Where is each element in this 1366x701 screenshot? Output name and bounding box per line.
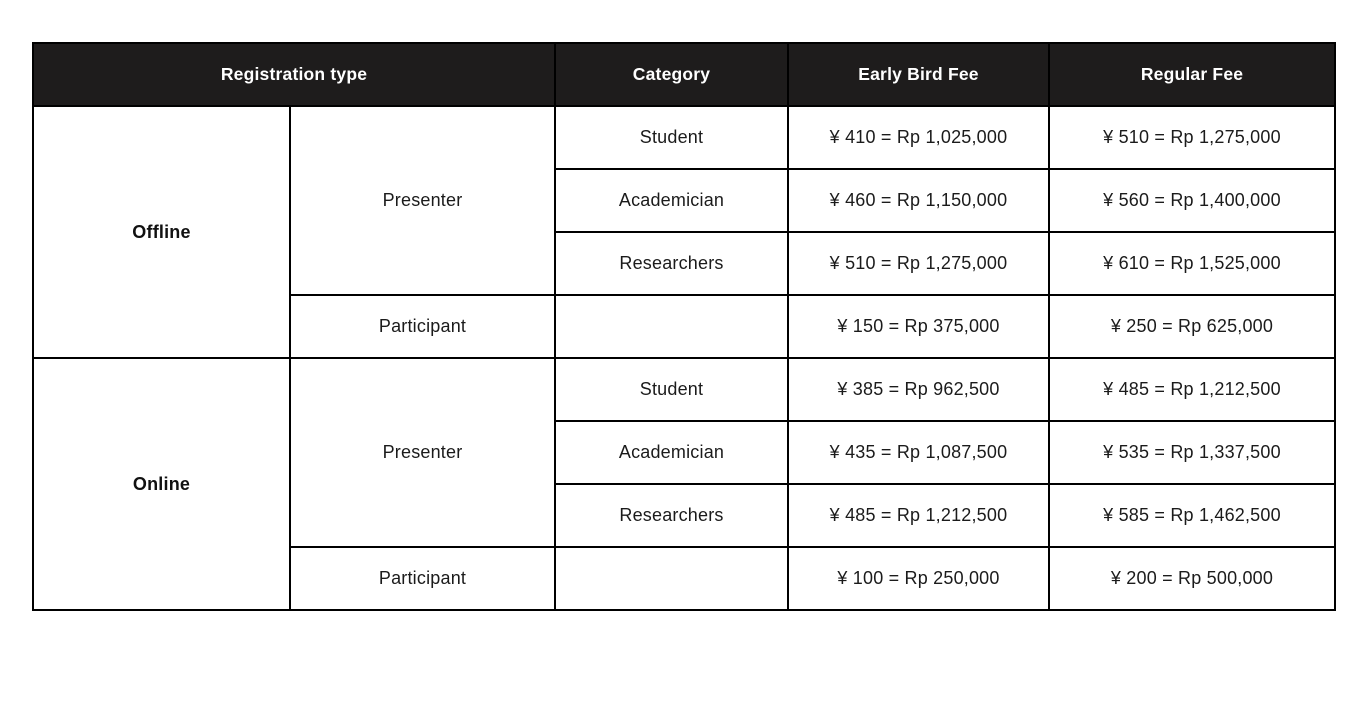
header-regular-fee: Regular Fee — [1049, 43, 1335, 106]
registration-fees-table — [32, 42, 1336, 611]
cell-category: Researchers — [555, 232, 788, 295]
cell-early-bird-fee: ¥ 150 = Rp 375,000 — [788, 295, 1049, 358]
table-row — [33, 106, 1335, 169]
cell-category-empty — [555, 295, 788, 358]
cell-category: Academician — [555, 169, 788, 232]
cell-regular-fee: ¥ 485 = Rp 1,212,500 — [1049, 358, 1335, 421]
cell-regular-fee: ¥ 510 = Rp 1,275,000 — [1049, 106, 1335, 169]
cell-early-bird-fee: ¥ 485 = Rp 1,212,500 — [788, 484, 1049, 547]
header-category: Category — [555, 43, 788, 106]
cell-category: Researchers — [555, 484, 788, 547]
cell-early-bird-fee: ¥ 100 = Rp 250,000 — [788, 547, 1049, 610]
table-row — [33, 358, 1335, 421]
header-registration-type: Registration type — [33, 43, 555, 106]
header-row — [33, 43, 1335, 106]
cell-regular-fee: ¥ 250 = Rp 625,000 — [1049, 295, 1335, 358]
registration-fees-table-container — [32, 42, 1334, 611]
cell-regular-fee: ¥ 560 = Rp 1,400,000 — [1049, 169, 1335, 232]
cell-type-online: Online — [33, 358, 290, 610]
cell-early-bird-fee: ¥ 460 = Rp 1,150,000 — [788, 169, 1049, 232]
cell-role-offline-presenter: Presenter — [290, 106, 555, 295]
cell-category-empty — [555, 547, 788, 610]
cell-role-online-participant: Participant — [290, 547, 555, 610]
cell-category: Student — [555, 106, 788, 169]
cell-regular-fee: ¥ 535 = Rp 1,337,500 — [1049, 421, 1335, 484]
cell-early-bird-fee: ¥ 410 = Rp 1,025,000 — [788, 106, 1049, 169]
cell-early-bird-fee: ¥ 510 = Rp 1,275,000 — [788, 232, 1049, 295]
header-early-bird-fee: Early Bird Fee — [788, 43, 1049, 106]
cell-regular-fee: ¥ 200 = Rp 500,000 — [1049, 547, 1335, 610]
cell-early-bird-fee: ¥ 435 = Rp 1,087,500 — [788, 421, 1049, 484]
cell-type-offline: Offline — [33, 106, 290, 358]
cell-category: Academician — [555, 421, 788, 484]
cell-regular-fee: ¥ 610 = Rp 1,525,000 — [1049, 232, 1335, 295]
cell-role-online-presenter: Presenter — [290, 358, 555, 547]
cell-early-bird-fee: ¥ 385 = Rp 962,500 — [788, 358, 1049, 421]
cell-regular-fee: ¥ 585 = Rp 1,462,500 — [1049, 484, 1335, 547]
cell-category: Student — [555, 358, 788, 421]
cell-role-offline-participant: Participant — [290, 295, 555, 358]
